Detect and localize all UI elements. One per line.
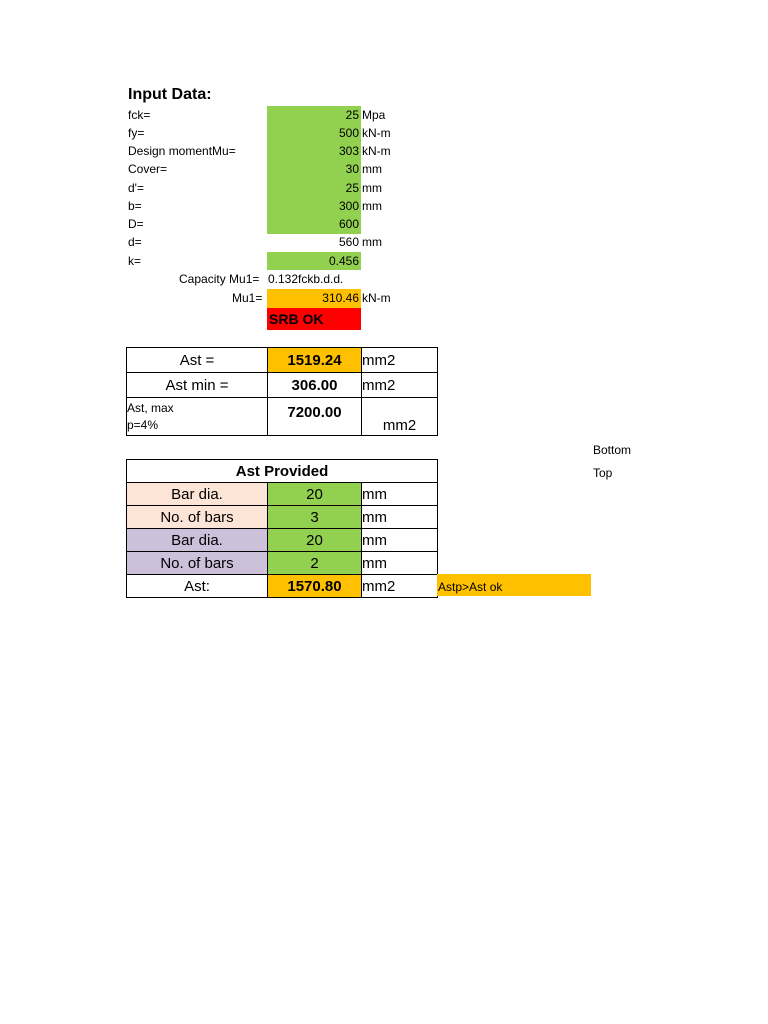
ast-max-label-cell <box>127 398 268 436</box>
srb-status-badge: SRB OK <box>267 308 361 330</box>
capacity-formula: 0.132fckb.d.d. <box>268 272 344 286</box>
input-label: d'= <box>128 181 144 195</box>
capacity-label: Capacity Mu1= <box>179 272 260 286</box>
top-bar-dia-label: Bar dia. <box>127 529 268 552</box>
ast-check-badge: Astp>Ast ok <box>437 574 591 596</box>
ast-total-label: Ast: <box>127 575 268 598</box>
input-unit: mm <box>362 181 382 195</box>
top-bar-dia-value[interactable]: 20 <box>268 529 362 552</box>
input-label: d= <box>128 235 142 249</box>
input-label: fck= <box>128 108 151 122</box>
input-unit: kN-m <box>362 144 391 158</box>
ast-value: 1519.24 <box>268 348 362 373</box>
ast-max-unit: mm2 <box>362 398 438 436</box>
ast-total-unit: mm2 <box>362 575 438 598</box>
input-label: k= <box>128 254 142 268</box>
mu1-unit: kN-m <box>362 291 391 305</box>
input-value[interactable]: 0.456 <box>328 254 359 268</box>
ast-provided-table <box>126 459 438 598</box>
input-value[interactable]: 25 <box>345 108 359 122</box>
input-unit: mm <box>362 235 382 249</box>
ast-min-unit: mm2 <box>362 373 438 398</box>
input-value[interactable]: 300 <box>338 199 359 213</box>
input-label: fy= <box>128 126 145 140</box>
ast-min-label: Ast min = <box>127 373 268 398</box>
input-label: D= <box>128 217 144 231</box>
mu1-value: 310.46 <box>322 291 359 305</box>
top-bar-dia-unit: mm <box>362 529 438 552</box>
input-label: b= <box>128 199 142 213</box>
top-bar-count-unit: mm <box>362 552 438 575</box>
ast-total-value: 1570.80 <box>268 575 362 598</box>
bottom-bar-dia-label: Bar dia. <box>127 483 268 506</box>
input-label: Design momentMu= <box>128 144 236 158</box>
input-value[interactable]: 600 <box>338 217 359 231</box>
input-value[interactable]: 303 <box>338 144 359 158</box>
top-bar-count-value[interactable]: 2 <box>268 552 362 575</box>
ast-label: Ast = <box>127 348 268 373</box>
input-unit: kN-m <box>362 126 391 140</box>
ast-unit: mm2 <box>362 348 438 373</box>
bottom-bar-count-label: No. of bars <box>127 506 268 529</box>
ast-max-ratio: p=4% <box>127 418 159 432</box>
ast-min-value: 306.00 <box>268 373 362 398</box>
input-value[interactable]: 25 <box>345 181 359 195</box>
input-value[interactable]: 560 <box>338 235 359 249</box>
input-unit: mm <box>362 199 382 213</box>
top-label: Top <box>593 466 613 480</box>
bottom-bar-count-value[interactable]: 3 <box>268 506 362 529</box>
ast-max-label: Ast, max <box>127 401 174 415</box>
ast-provided-heading: Ast Provided <box>127 460 438 483</box>
input-unit: mm <box>362 162 382 176</box>
input-heading: Input Data: <box>128 86 212 103</box>
bottom-label: Bottom <box>593 443 632 457</box>
mu1-label: Mu1= <box>232 291 263 305</box>
bottom-bar-dia-value[interactable]: 20 <box>268 483 362 506</box>
input-unit: Mpa <box>362 108 386 122</box>
input-value[interactable]: 500 <box>338 126 359 140</box>
bottom-bar-count-unit: mm <box>362 506 438 529</box>
ast-max-value: 7200.00 <box>268 398 362 436</box>
input-label: Cover= <box>128 162 168 176</box>
top-bar-count-label: No. of bars <box>127 552 268 575</box>
bottom-bar-dia-unit: mm <box>362 483 438 506</box>
ast-table <box>126 347 438 436</box>
input-value[interactable]: 30 <box>345 162 359 176</box>
